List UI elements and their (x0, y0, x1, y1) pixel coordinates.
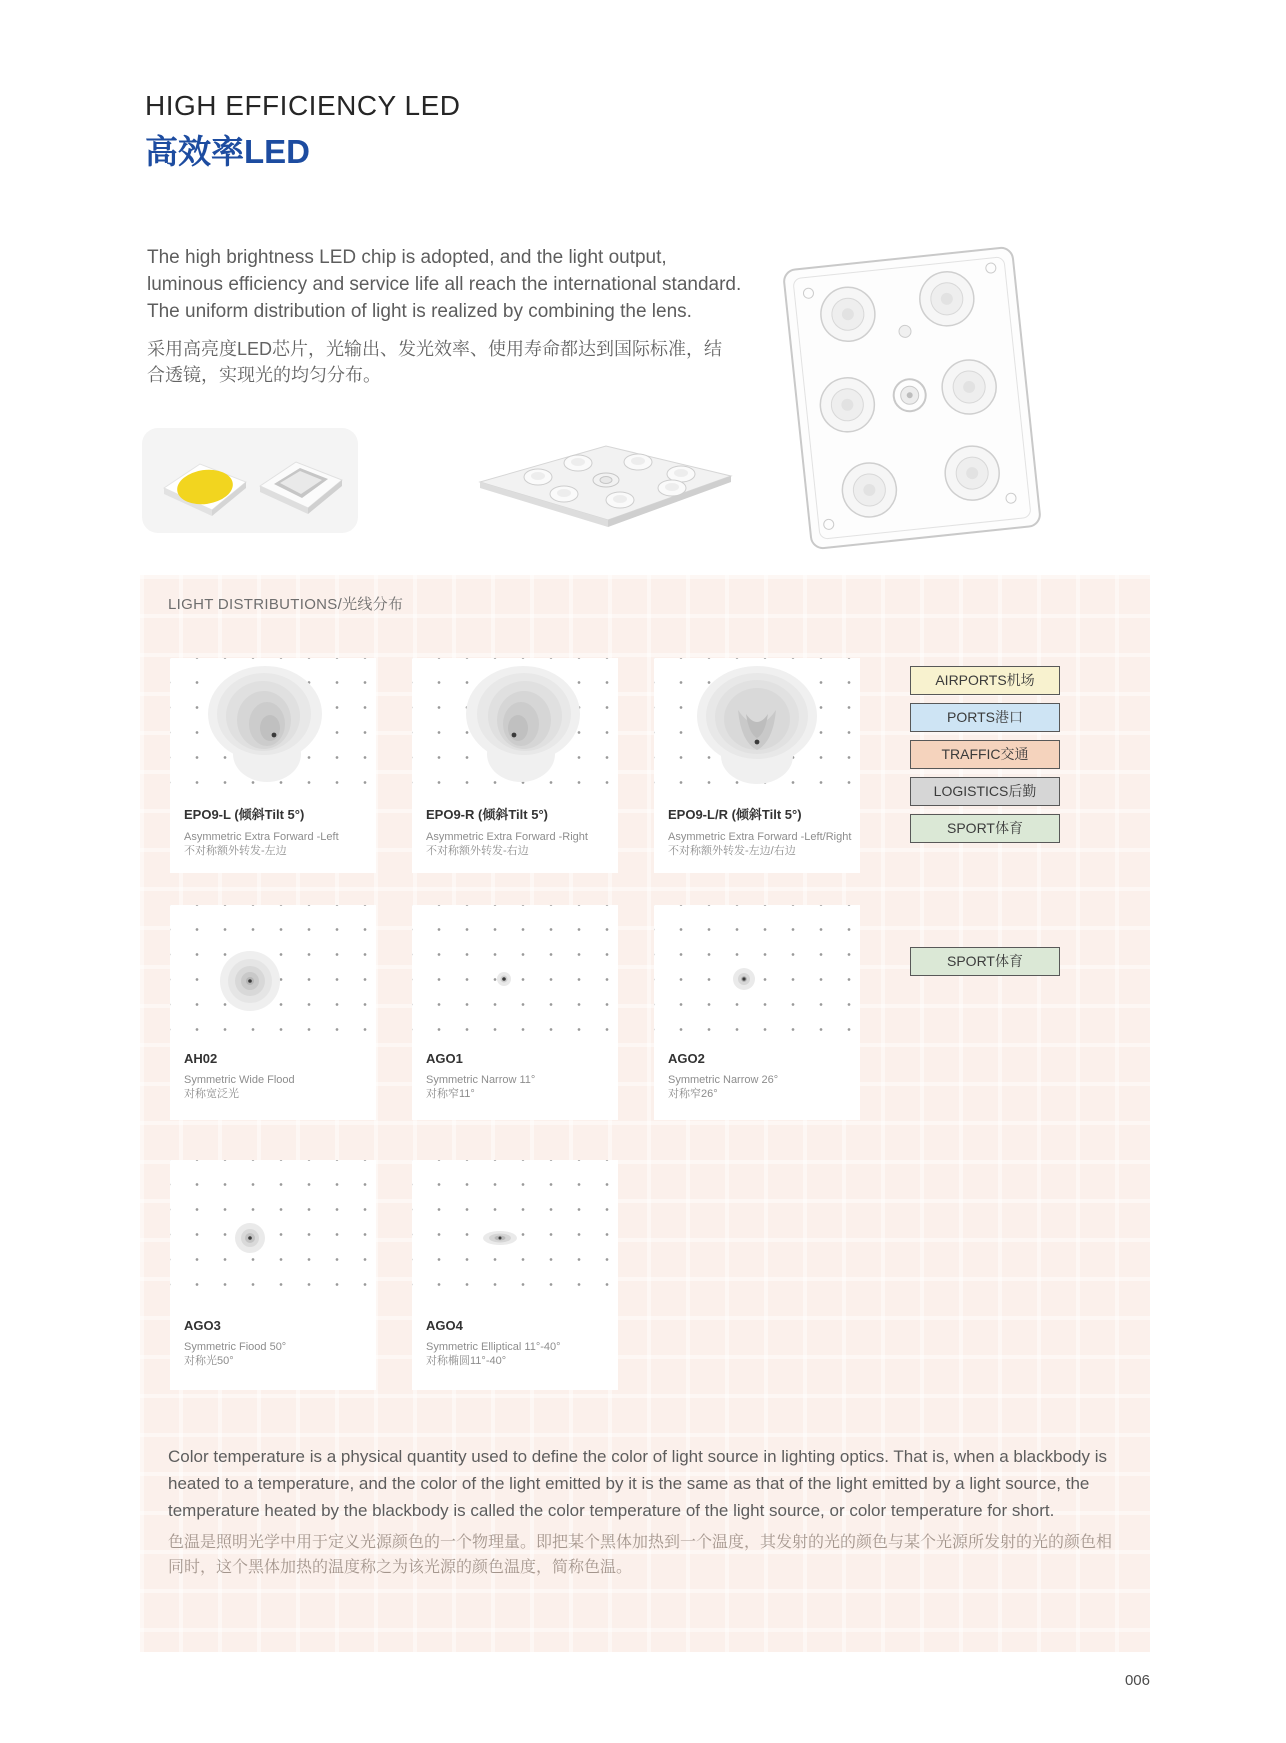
intro-en-line: The uniform distribution of light is realized by combining the lens. (147, 301, 692, 322)
light-distributions-section (140, 575, 1150, 1652)
distribution-desc-en: Symmetric Wide Flood (184, 1074, 295, 1086)
distribution-desc-en: Asymmetric Extra Forward -Left/Right (668, 831, 852, 843)
distribution-desc-zh: 对称窄11° (426, 1088, 475, 1100)
application-tags-row2 (910, 947, 1060, 984)
light-distribution-diagram (654, 905, 860, 1047)
intro-paragraph-en (147, 244, 741, 325)
tag-traffic: TRAFFIC交通 (910, 740, 1060, 769)
led-chip-photo-card (142, 428, 358, 533)
intro-zh-line: 合透镜，实现光的均匀分布。 (147, 365, 381, 385)
page-title-zh: 高效率LED (145, 133, 310, 170)
distribution-code: AGO4 (426, 1318, 463, 1333)
distribution-card-ago3 (170, 1160, 376, 1390)
intro-en-line: The high brightness LED chip is adopted, and the light output, (147, 247, 667, 268)
tag-sport: SPORT体育 (910, 947, 1060, 976)
distribution-card-epo9-l (170, 658, 376, 873)
distribution-card-ago2 (654, 905, 860, 1120)
tag-sport: SPORT体育 (910, 814, 1060, 843)
page-number: 006 (1124, 1672, 1150, 1689)
distribution-code: AGO1 (426, 1051, 463, 1066)
section-title: LIGHT DISTRIBUTIONS/光线分布 (168, 596, 404, 613)
distribution-code: EPO9-L (倾斜Tilt 5°) (184, 807, 305, 822)
distribution-code: AH02 (184, 1051, 218, 1066)
distribution-card-epo9-r (412, 658, 618, 873)
light-distribution-diagram (412, 1160, 618, 1302)
distribution-desc-zh: 对称椭圆11°-40° (426, 1355, 507, 1367)
distribution-code: EPO9-R (倾斜Tilt 5°) (426, 807, 548, 822)
distribution-desc-en: Symmetric Narrow 11° (426, 1074, 536, 1086)
distribution-desc-zh: 对称窄26° (668, 1088, 718, 1100)
distribution-code: AGO2 (668, 1051, 705, 1066)
lens-module-photo (772, 243, 1052, 558)
tag-ports: PORTS港口 (910, 703, 1060, 732)
distribution-card-ah02 (170, 905, 376, 1120)
light-distribution-diagram (170, 658, 376, 800)
intro-en-line: luminous efficiency and service life all reach the international standard. (147, 274, 742, 295)
distribution-desc-zh: 不对称额外转发-右边 (426, 845, 529, 857)
distribution-card-epo9-lr (654, 658, 860, 873)
distribution-code: EPO9-L/R (倾斜Tilt 5°) (668, 807, 802, 822)
light-distribution-diagram (170, 905, 376, 1047)
light-distribution-diagram (654, 658, 860, 800)
distribution-card-ago4 (412, 1160, 618, 1390)
distribution-desc-zh: 对称光50° (184, 1355, 234, 1367)
color-temperature-paragraph-zh: 色温是照明光学中用于定义光源颜色的一个物理量。即把某个黑体加热到一个温度，其发射的光的颜色与某个光源所发射的光的颜色相同时，这个黑体加热的温度称之为该光源的颜色温度，简称色温。 (168, 1534, 1113, 1576)
distribution-card-ago1 (412, 905, 618, 1120)
distribution-desc-en: Symmetric Fiood 50° (184, 1341, 287, 1353)
light-distribution-diagram (170, 1160, 376, 1302)
distribution-desc-en: Symmetric Narrow 26° (668, 1074, 779, 1086)
distribution-desc-en: Asymmetric Extra Forward -Left (184, 831, 339, 843)
application-tags (910, 666, 1060, 851)
light-distribution-diagram (412, 658, 618, 800)
distribution-code: AGO3 (184, 1318, 221, 1333)
smd-led-chip-photo (142, 428, 358, 533)
tag-logistics: LOGISTICS后勤 (910, 777, 1060, 806)
tag-airports: AIRPORTS机场 (910, 666, 1060, 695)
light-distribution-diagram (412, 905, 618, 1047)
intro-zh-line: 采用高亮度LED芯片，光输出、发光效率、使用寿命都达到国际标准，结 (147, 339, 723, 359)
intro-paragraph-zh (147, 336, 722, 388)
lens-plate-flat-photo (468, 430, 743, 540)
page-header (145, 90, 460, 173)
page-title-en: HIGH EFFICIENCY LED (145, 90, 461, 121)
color-temperature-paragraph-en: Color temperature is a physical quantity used to define the color of light source in lighting optics. That is, when a blackbody is heated to a temperature, and the color of the light emitted by it is the same as that of the light emitted by a light source, the temperature heated by the blackbody is called the color temperature of the light source, or color temperature for short. (168, 1447, 1107, 1520)
distribution-desc-zh: 不对称额外转发-左边 (184, 845, 287, 857)
distribution-desc-zh: 对称宽泛光 (184, 1088, 239, 1100)
distribution-desc-en: Asymmetric Extra Forward -Right (426, 831, 588, 843)
distribution-desc-zh: 不对称额外转发-左边/右边 (668, 845, 796, 857)
distribution-desc-en: Symmetric Elliptical 11°-40° (426, 1341, 561, 1353)
